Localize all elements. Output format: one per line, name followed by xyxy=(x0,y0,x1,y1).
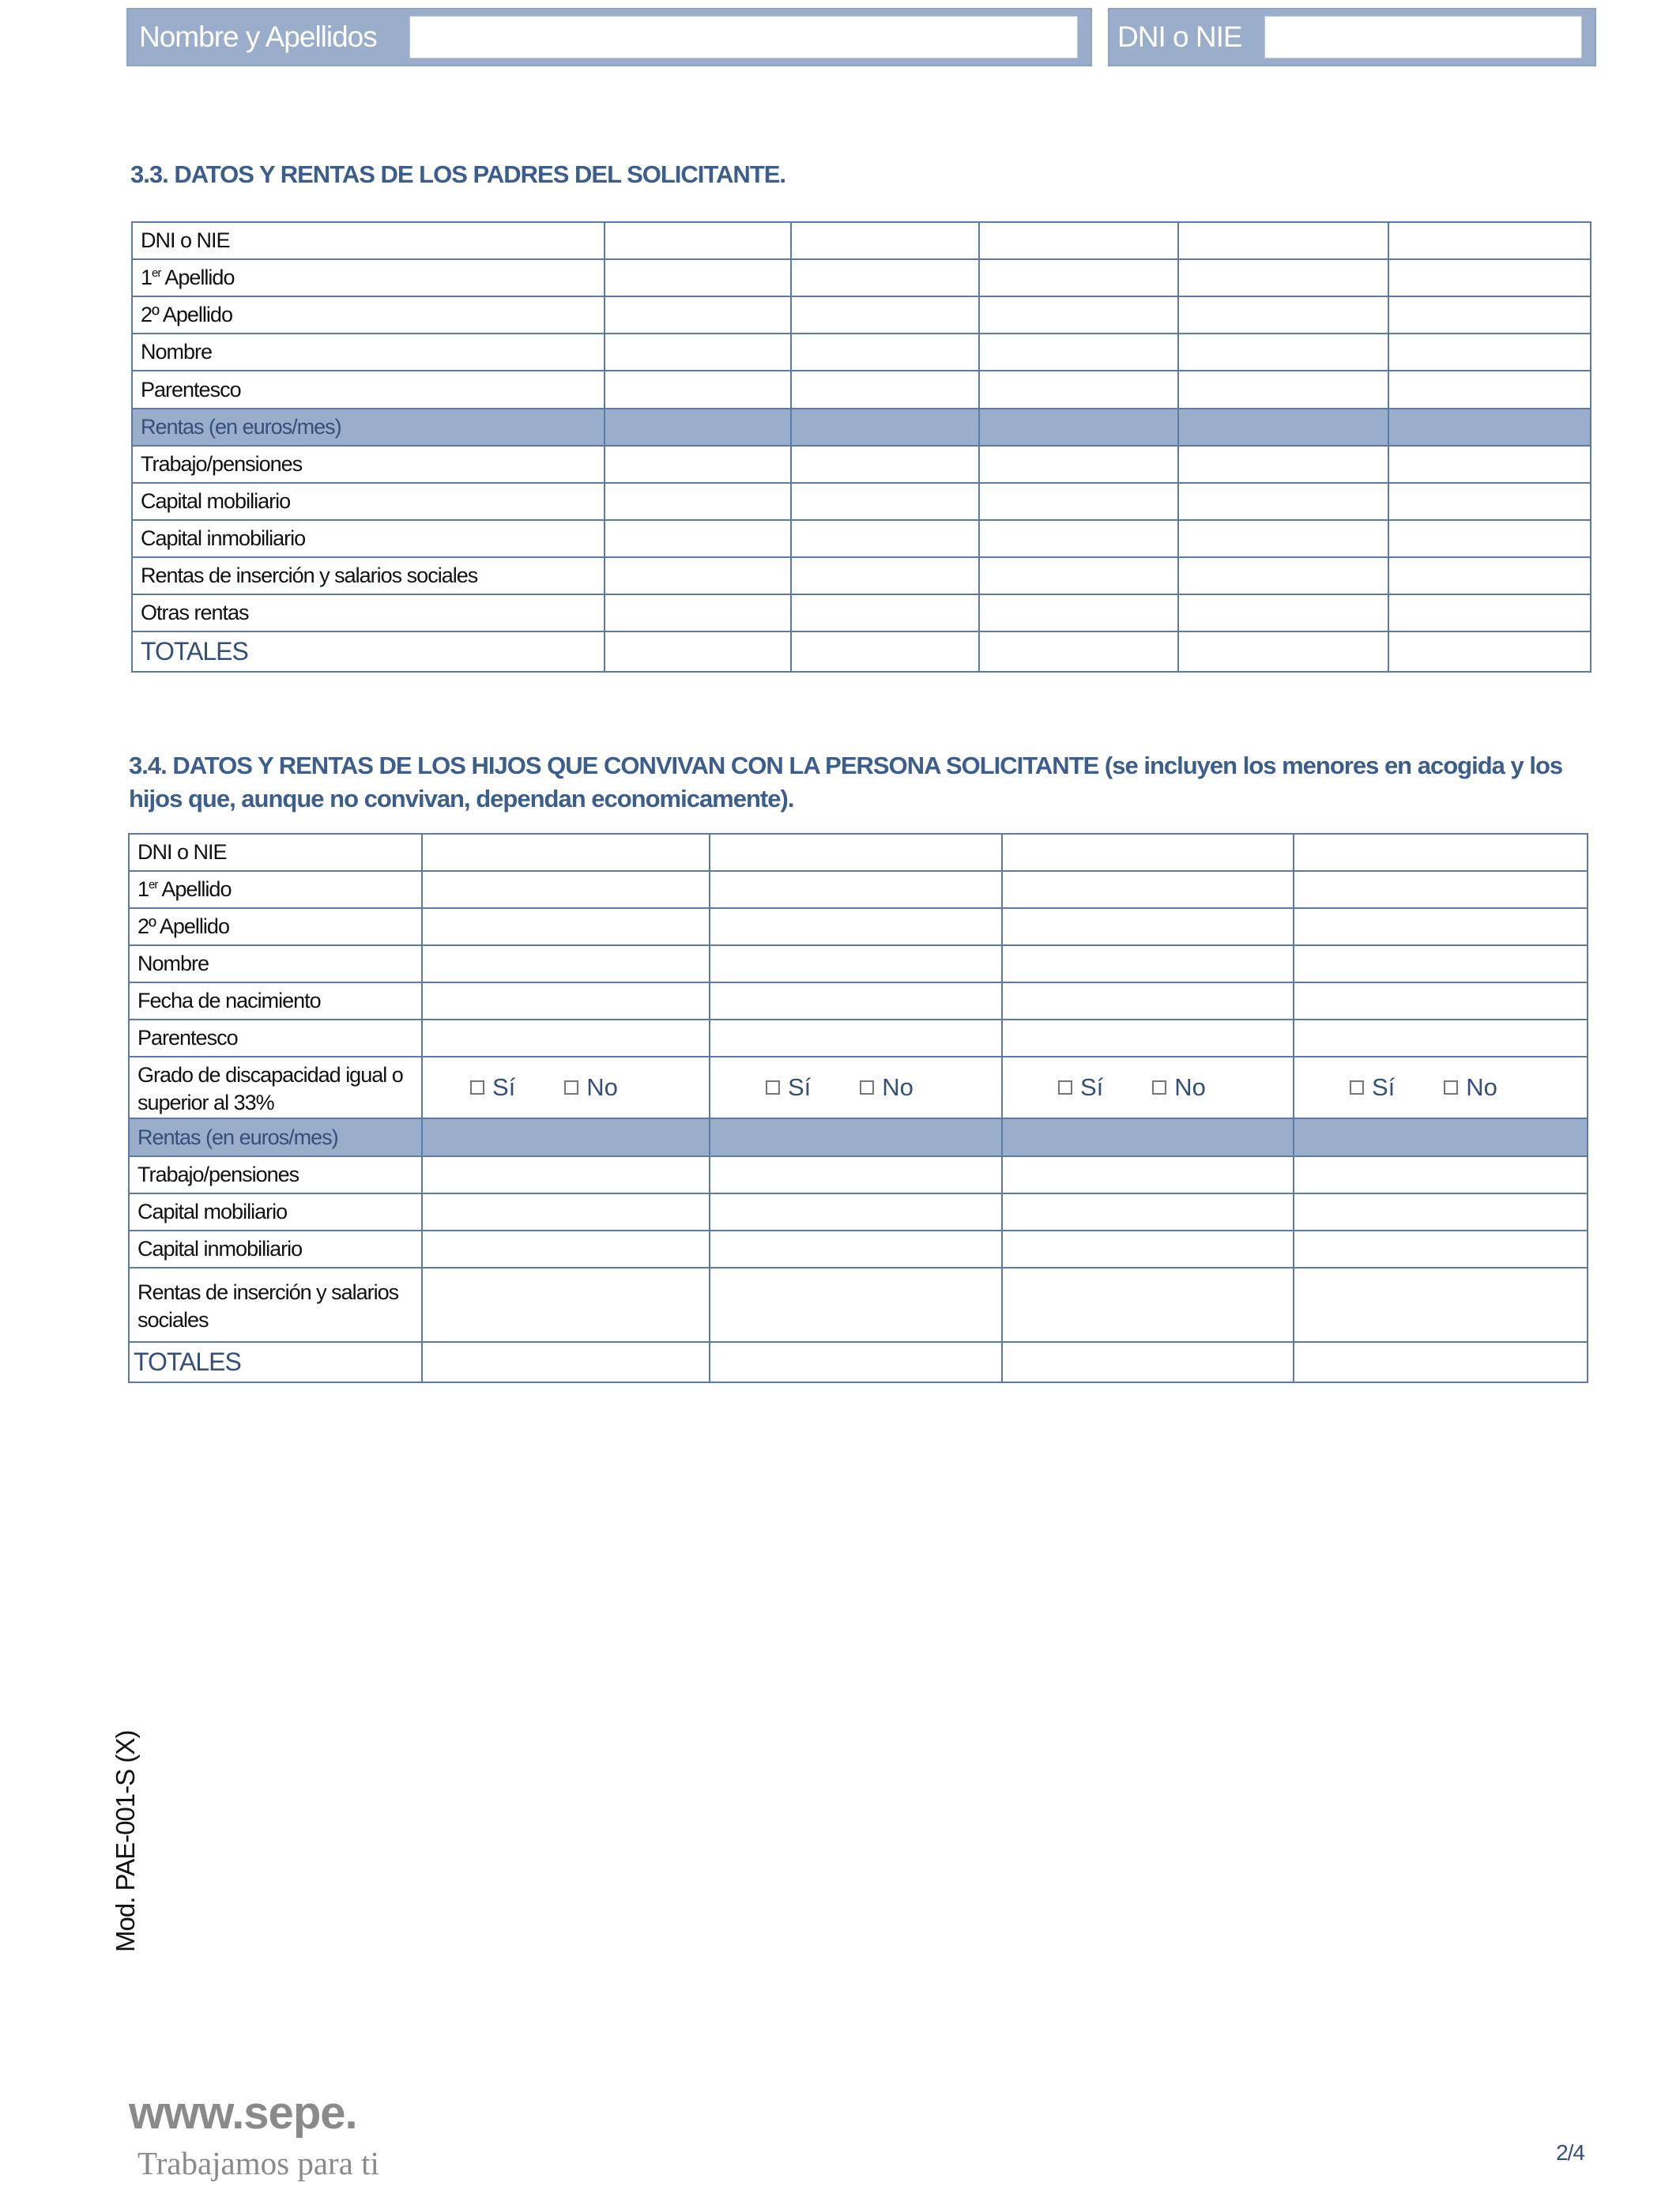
row-label-discapacidad: Grado de discapacidad igual o superior al 33% xyxy=(129,1057,422,1118)
row-label-totales: TOTALES xyxy=(129,1342,422,1382)
id-label: DNI o NIE xyxy=(1117,21,1242,53)
input-cell[interactable] xyxy=(422,1156,710,1193)
input-cell[interactable] xyxy=(791,631,979,672)
input-cell[interactable] xyxy=(1002,1268,1294,1342)
input-cell[interactable] xyxy=(979,631,1178,672)
input-cell[interactable] xyxy=(1294,908,1588,945)
checkbox-no[interactable]: No xyxy=(1444,1073,1497,1102)
checkbox-si[interactable]: Sí xyxy=(766,1073,811,1102)
input-cell[interactable] xyxy=(791,222,979,259)
input-cell[interactable] xyxy=(791,334,979,371)
disability-cell xyxy=(422,1057,710,1118)
input-cell[interactable] xyxy=(710,982,1002,1020)
input-cell[interactable] xyxy=(979,334,1178,371)
input-cell[interactable] xyxy=(1002,871,1294,908)
table-row xyxy=(132,334,1591,371)
input-cell[interactable] xyxy=(605,631,791,672)
input-cell[interactable] xyxy=(710,1231,1002,1268)
input-cell[interactable] xyxy=(979,557,1178,594)
table-row xyxy=(132,520,1591,557)
checkbox-icon xyxy=(1444,1080,1458,1095)
table-row xyxy=(129,1268,1588,1342)
input-cell[interactable] xyxy=(1294,945,1588,982)
table-row xyxy=(129,945,1588,982)
table-row xyxy=(132,594,1591,631)
sepe-slogan: Trabajamos para ti xyxy=(137,2145,379,2181)
sepe-logo-text: www.sepe. xyxy=(129,2087,357,2139)
input-cell[interactable] xyxy=(1178,520,1388,557)
input-cell[interactable] xyxy=(1388,594,1591,631)
input-cell[interactable] xyxy=(1388,296,1591,334)
form-code: Mod. PAE-001-S (X) xyxy=(111,1730,140,1952)
input-cell[interactable] xyxy=(1294,834,1588,871)
table-row xyxy=(132,259,1591,296)
input-cell[interactable] xyxy=(1388,259,1591,296)
input-cell[interactable] xyxy=(605,520,791,557)
table-row-band xyxy=(129,1118,1588,1156)
input-cell[interactable] xyxy=(1002,945,1294,982)
input-cell[interactable] xyxy=(791,371,979,409)
row-label-totales: TOTALES xyxy=(132,631,605,672)
table-row xyxy=(132,557,1591,594)
table-row xyxy=(129,1156,1588,1193)
page-number: 2/4 xyxy=(1556,2140,1584,2165)
table-row xyxy=(132,446,1591,483)
input-cell[interactable] xyxy=(1002,1231,1294,1268)
input-cell[interactable] xyxy=(1178,483,1388,520)
input-cell[interactable] xyxy=(605,557,791,594)
name-label: Nombre y Apellidos xyxy=(139,21,377,53)
row-label-insercion: Rentas de inserción y salarios sociales xyxy=(132,557,605,594)
checkbox-si[interactable]: Sí xyxy=(1350,1073,1395,1102)
input-cell[interactable] xyxy=(1388,520,1591,557)
input-cell[interactable] xyxy=(1002,1193,1294,1231)
row-label-parentesco: Parentesco xyxy=(129,1020,422,1057)
input-cell[interactable] xyxy=(1178,594,1388,631)
checkbox-icon xyxy=(1350,1080,1364,1095)
input-cell[interactable] xyxy=(979,222,1178,259)
input-cell[interactable] xyxy=(979,446,1178,483)
checkbox-no[interactable]: No xyxy=(860,1073,913,1102)
row-label-parentesco: Parentesco xyxy=(132,371,605,409)
input-cell[interactable] xyxy=(1002,982,1294,1020)
input-cell[interactable] xyxy=(605,296,791,334)
table-row xyxy=(129,1057,1588,1118)
table-row-totals xyxy=(132,631,1591,672)
input-cell[interactable] xyxy=(422,1193,710,1231)
input-cell[interactable] xyxy=(791,446,979,483)
children-income-table xyxy=(128,833,1588,1383)
checkbox-si[interactable]: Sí xyxy=(1058,1073,1103,1102)
input-cell[interactable] xyxy=(791,296,979,334)
row-label-trabajo: Trabajo/pensiones xyxy=(129,1156,422,1193)
input-cell[interactable] xyxy=(1002,834,1294,871)
section-33-title: 3.3. DATOS Y RENTAS DE LOS PADRES DEL SOLICITANTE. xyxy=(130,160,786,188)
input-cell[interactable] xyxy=(979,371,1178,409)
row-label-otras: Otras rentas xyxy=(132,594,605,631)
input-cell[interactable] xyxy=(1388,371,1591,409)
input-cell[interactable] xyxy=(605,446,791,483)
input-cell[interactable] xyxy=(1178,222,1388,259)
table-row xyxy=(132,371,1591,409)
input-cell[interactable] xyxy=(791,557,979,594)
input-cell[interactable] xyxy=(1388,557,1591,594)
input-cell[interactable] xyxy=(1294,1342,1588,1382)
checkbox-icon xyxy=(1058,1080,1072,1095)
input-cell[interactable] xyxy=(1178,446,1388,483)
checkbox-no[interactable]: No xyxy=(1152,1073,1206,1102)
input-cell[interactable] xyxy=(791,259,979,296)
input-cell[interactable] xyxy=(1178,371,1388,409)
table-row xyxy=(132,483,1591,520)
id-input[interactable] xyxy=(1264,16,1582,58)
disability-cell xyxy=(710,1057,1002,1118)
input-cell[interactable] xyxy=(710,1156,1002,1193)
section-34-title: 3.4. DATOS Y RENTAS DE LOS HIJOS QUE CONVIVAN CON LA PERSONA SOLICITANTE (se incluyen los menores en acogida y los hijos que, aunque no convivan, dependan economicamente). xyxy=(129,752,1563,812)
row-label-nombre: Nombre xyxy=(129,945,422,982)
input-cell[interactable] xyxy=(422,1020,710,1057)
row-label-apellido2: 2º Apellido xyxy=(132,296,605,334)
row-label-rentas: Rentas (en euros/mes) xyxy=(132,409,605,446)
row-label-capital-inmob: Capital inmobiliario xyxy=(129,1231,422,1268)
table-row xyxy=(129,834,1588,871)
input-cell[interactable] xyxy=(1178,557,1388,594)
row-label-capital-mob: Capital mobiliario xyxy=(132,483,605,520)
table-row xyxy=(129,871,1588,908)
input-cell[interactable] xyxy=(979,520,1178,557)
input-cell[interactable] xyxy=(422,1231,710,1268)
table-row xyxy=(129,982,1588,1020)
input-cell[interactable] xyxy=(791,594,979,631)
table-row xyxy=(129,1020,1588,1057)
input-cell[interactable] xyxy=(422,834,710,871)
row-label-dni: DNI o NIE xyxy=(132,222,605,259)
input-cell[interactable] xyxy=(791,483,979,520)
input-cell[interactable] xyxy=(710,1020,1002,1057)
input-cell[interactable] xyxy=(1388,483,1591,520)
input-cell[interactable] xyxy=(422,1268,710,1342)
name-input[interactable] xyxy=(409,16,1078,58)
input-cell[interactable] xyxy=(979,259,1178,296)
checkbox-icon xyxy=(564,1080,578,1095)
input-cell[interactable] xyxy=(710,871,1002,908)
checkbox-no[interactable]: No xyxy=(564,1073,618,1102)
input-cell[interactable] xyxy=(1294,1020,1588,1057)
input-cell[interactable] xyxy=(791,520,979,557)
disability-cell xyxy=(1002,1057,1294,1118)
input-cell[interactable] xyxy=(1388,631,1591,672)
input-cell[interactable] xyxy=(605,483,791,520)
table-row-totals xyxy=(129,1342,1588,1382)
checkbox-icon xyxy=(1152,1080,1166,1095)
input-cell[interactable] xyxy=(1178,259,1388,296)
input-cell[interactable] xyxy=(979,483,1178,520)
input-cell[interactable] xyxy=(1388,222,1591,259)
row-label-nombre: Nombre xyxy=(132,334,605,371)
input-cell[interactable] xyxy=(1294,871,1588,908)
input-cell[interactable] xyxy=(710,1268,1002,1342)
input-cell[interactable] xyxy=(422,871,710,908)
input-cell[interactable] xyxy=(1002,1342,1294,1382)
input-cell[interactable] xyxy=(422,945,710,982)
input-cell[interactable] xyxy=(710,1193,1002,1231)
row-label-apellido1: 1er Apellido xyxy=(132,259,605,296)
input-cell[interactable] xyxy=(1388,334,1591,371)
input-cell[interactable] xyxy=(1294,982,1588,1020)
input-cell[interactable] xyxy=(605,371,791,409)
input-cell[interactable] xyxy=(1294,1268,1588,1342)
input-cell[interactable] xyxy=(710,1342,1002,1382)
input-cell[interactable] xyxy=(710,908,1002,945)
row-label-capital-inmob: Capital inmobiliario xyxy=(132,520,605,557)
input-cell[interactable] xyxy=(605,222,791,259)
row-label-insercion: Rentas de inserción y salarios sociales xyxy=(129,1268,422,1342)
input-cell[interactable] xyxy=(1178,334,1388,371)
input-cell[interactable] xyxy=(1002,1020,1294,1057)
table-row xyxy=(129,1193,1588,1231)
input-cell[interactable] xyxy=(1002,908,1294,945)
table-row xyxy=(129,908,1588,945)
table-row xyxy=(132,296,1591,334)
header-name-box xyxy=(126,8,1092,66)
input-cell[interactable] xyxy=(1388,446,1591,483)
input-cell[interactable] xyxy=(1178,631,1388,672)
row-label-dni: DNI o NIE xyxy=(129,834,422,871)
input-cell[interactable] xyxy=(605,594,791,631)
input-cell[interactable] xyxy=(979,594,1178,631)
input-cell[interactable] xyxy=(605,259,791,296)
row-label-rentas: Rentas (en euros/mes) xyxy=(129,1118,422,1156)
input-cell[interactable] xyxy=(710,945,1002,982)
checkbox-si[interactable]: Sí xyxy=(470,1073,515,1102)
row-label-fecha: Fecha de nacimiento xyxy=(129,982,422,1020)
input-cell[interactable] xyxy=(1178,296,1388,334)
parents-income-table xyxy=(131,221,1591,673)
disability-cell xyxy=(1294,1057,1588,1118)
row-label-trabajo: Trabajo/pensiones xyxy=(132,446,605,483)
input-cell[interactable] xyxy=(1002,1156,1294,1193)
input-cell[interactable] xyxy=(422,982,710,1020)
input-cell[interactable] xyxy=(1294,1231,1588,1268)
checkbox-icon xyxy=(470,1080,484,1095)
table-row xyxy=(129,1231,1588,1268)
table-row-band xyxy=(132,409,1591,446)
input-cell[interactable] xyxy=(1294,1193,1588,1231)
input-cell[interactable] xyxy=(979,296,1178,334)
row-label-apellido2: 2º Apellido xyxy=(129,908,422,945)
input-cell[interactable] xyxy=(1294,1156,1588,1193)
input-cell[interactable] xyxy=(422,1342,710,1382)
header-id-box xyxy=(1108,8,1596,66)
table-row xyxy=(132,222,1591,259)
input-cell[interactable] xyxy=(710,834,1002,871)
checkbox-icon xyxy=(766,1080,780,1095)
checkbox-icon xyxy=(860,1080,874,1095)
input-cell[interactable] xyxy=(422,908,710,945)
row-label-apellido1: 1er Apellido xyxy=(129,871,422,908)
input-cell[interactable] xyxy=(605,334,791,371)
row-label-capital-mob: Capital mobiliario xyxy=(129,1193,422,1231)
